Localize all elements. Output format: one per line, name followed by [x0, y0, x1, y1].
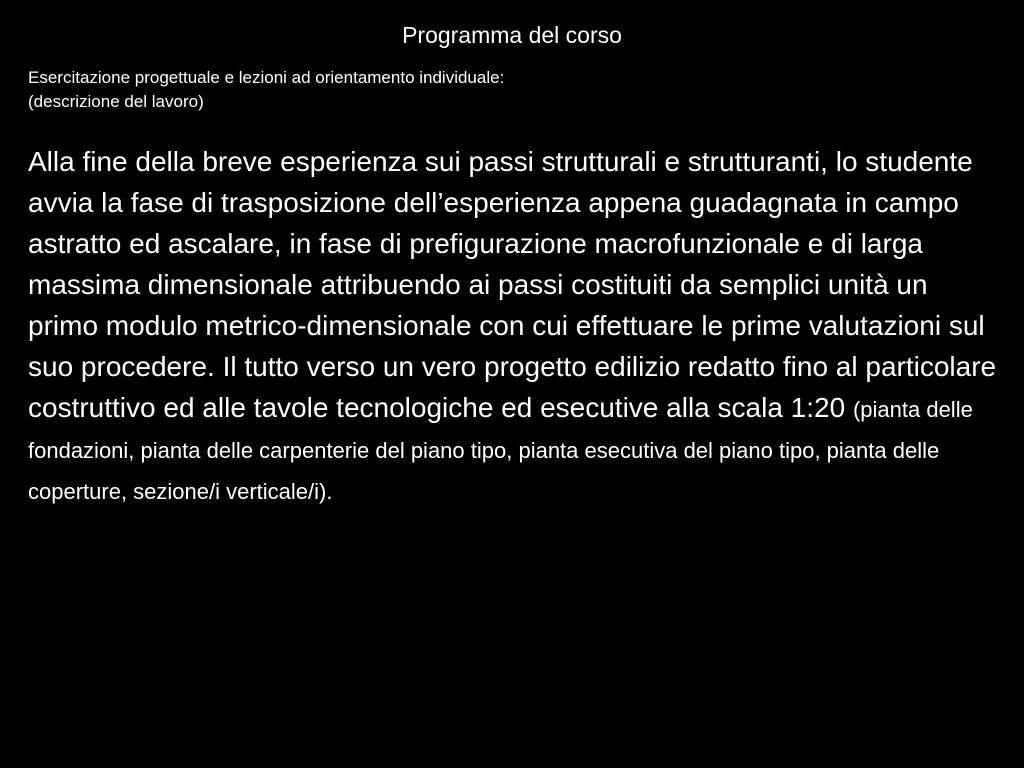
slide-subtitle	[28, 66, 988, 114]
body-main-text: Alla fine della breve esperienza sui passi strutturali e strutturanti, lo studente avvia la fase di trasposizione dell’esperienza appena guadagnata in campo astratto ed ascalare, in fase di prefigurazione macrofunzionale e di larga massima dimensionale attribuendo ai passi costituiti da semplici unità un primo modulo metrico-dimensionale con cui effettuare le prime valutazioni sul suo procedere. Il tutto verso un vero progetto edilizio redatto fino al particolare costruttivo ed alle tavole tecnologiche ed esecutive alla scala 1:20	[28, 146, 997, 423]
body-parenthetical-text: (pianta delle fondazioni, pianta delle carpenterie del piano tipo, pianta esecutiva del piano tipo, pianta delle coperture, sezione/i verticale/i).	[28, 397, 973, 504]
body-paragraph	[28, 141, 1003, 510]
slide-title: Programma del corso	[402, 22, 622, 48]
subtitle-line-2: (descrizione del lavoro)	[28, 92, 204, 111]
subtitle-line-1: Esercitazione progettuale e lezioni ad orientamento individuale:	[28, 68, 505, 87]
